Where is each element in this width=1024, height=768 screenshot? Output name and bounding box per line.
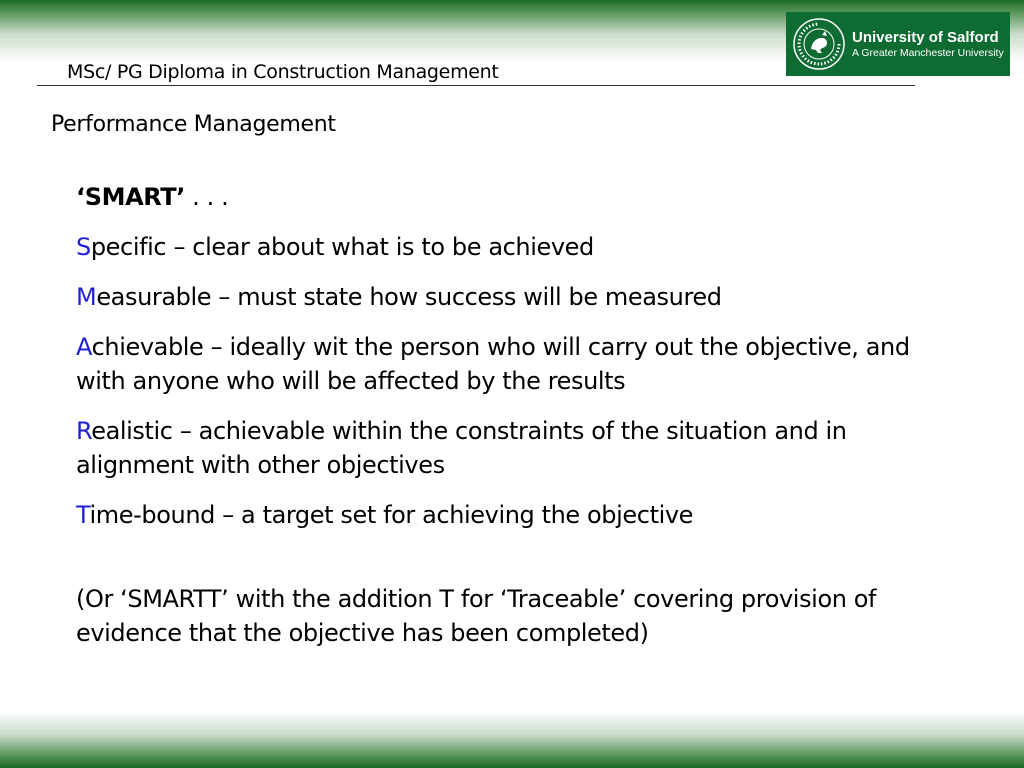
- smartt-note: (Or ‘SMARTT’ with the addition T for ‘Traceable’ covering provision of evidence that the objective has been completed): [76, 585, 877, 647]
- list-item-time-bound: [76, 498, 956, 532]
- logo-university-name: University of Salford: [852, 28, 999, 46]
- bottom-gradient-band: [0, 712, 1024, 768]
- item-text: pecific – clear about what is to be achieved: [90, 233, 594, 261]
- smart-heading: [76, 180, 956, 214]
- item-letter: T: [76, 501, 90, 529]
- item-text: easurable – must state how success will be measured: [96, 283, 722, 311]
- university-logo: [786, 12, 1010, 76]
- logo-text: [852, 29, 1004, 60]
- header-divider: [37, 85, 915, 86]
- item-letter: R: [76, 417, 92, 445]
- list-item-realistic: [76, 414, 956, 482]
- item-letter: M: [76, 283, 97, 311]
- smart-heading-ellipsis: . . .: [184, 183, 229, 211]
- slide-title: Performance Management: [51, 112, 336, 137]
- item-text: ime-bound – a target set for achieving the objective: [89, 501, 694, 529]
- list-item-measurable: [76, 280, 956, 314]
- item-letter: S: [76, 233, 91, 261]
- course-title: MSc/ PG Diploma in Construction Management: [67, 61, 499, 83]
- list-item-specific: [76, 230, 956, 264]
- item-text: ealistic – achievable within the constraints of the situation and in alignment with other objectives: [76, 417, 847, 479]
- item-text: chievable – ideally wit the person who will carry out the objective, and with anyone who will be affected by the results: [76, 333, 910, 395]
- university-seal-icon: [792, 17, 846, 71]
- smart-heading-bold: ‘SMART’: [76, 183, 185, 211]
- slide-body: [76, 180, 956, 650]
- item-letter: A: [76, 333, 92, 361]
- list-item-achievable: [76, 330, 956, 398]
- logo-subtitle: A Greater Manchester University: [852, 46, 1004, 59]
